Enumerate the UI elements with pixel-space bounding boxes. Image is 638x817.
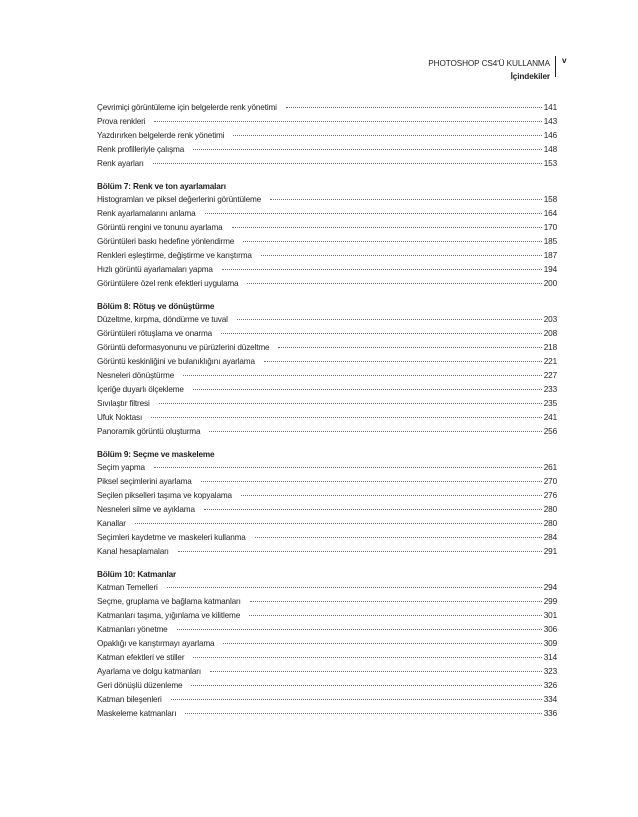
dot-leader <box>167 587 542 588</box>
entry-label: Ufuk Noktası <box>97 413 143 422</box>
dot-leader <box>250 601 542 602</box>
dot-leader <box>221 333 542 334</box>
entry-label: Seçimleri kaydetme ve maskeleri kullanma <box>97 533 246 542</box>
entry-label: Geri dönüşlü düzenleme <box>97 681 183 690</box>
dot-leader <box>154 121 541 122</box>
dot-leader <box>241 495 542 496</box>
entry-page-number: 141 <box>543 103 557 112</box>
dot-leader <box>204 509 542 510</box>
dot-leader <box>151 417 542 418</box>
entry-page-number: 208 <box>543 329 557 338</box>
dot-leader <box>243 241 542 242</box>
dot-leader <box>264 361 542 362</box>
entry-page-number: 194 <box>543 265 557 274</box>
entry-page-number: 256 <box>543 427 557 436</box>
toc-entry[interactable] <box>97 397 557 411</box>
dot-leader <box>247 283 541 284</box>
entry-label: Görüntüleri baskı hedefine yönlendirme <box>97 237 235 246</box>
toc-entry[interactable] <box>97 693 557 707</box>
toc-entry[interactable] <box>97 545 557 559</box>
dot-leader <box>193 149 542 150</box>
entry-label: Görüntülere özel renk efektleri uygulama <box>97 279 239 288</box>
entry-page-number: 227 <box>543 371 557 380</box>
dot-leader <box>153 163 542 164</box>
entry-page-number: 301 <box>543 611 557 620</box>
toc-entry[interactable] <box>97 679 557 693</box>
entry-page-number: 309 <box>543 639 557 648</box>
dot-leader <box>177 629 542 630</box>
toc-entry[interactable] <box>97 475 557 489</box>
toc-entry[interactable] <box>97 623 557 637</box>
toc-entry[interactable] <box>97 143 557 157</box>
entry-page-number: 187 <box>543 251 557 260</box>
entry-page-number: 233 <box>543 385 557 394</box>
entry-page-number: 185 <box>543 237 557 246</box>
entry-page-number: 280 <box>543 519 557 528</box>
dot-leader <box>270 199 542 200</box>
toc-entry[interactable] <box>97 581 557 595</box>
entry-label: İçeriğe duyarlı ölçekleme <box>97 385 184 394</box>
entry-page-number: 276 <box>543 491 557 500</box>
toc-entry[interactable] <box>97 383 557 397</box>
dot-leader <box>286 107 542 108</box>
entry-label: Katman efektleri ve stiller <box>97 653 185 662</box>
dot-leader <box>210 671 542 672</box>
toc-entry[interactable] <box>97 115 557 129</box>
toc-entry[interactable] <box>97 277 557 291</box>
toc-entry[interactable] <box>97 595 557 609</box>
toc-entry[interactable] <box>97 207 557 221</box>
toc-entry[interactable] <box>97 341 557 355</box>
toc-entry[interactable] <box>97 411 557 425</box>
toc-entry[interactable] <box>97 249 557 263</box>
entry-label: Renkleri eşleştirme, değiştirme ve karıştırma <box>97 251 252 260</box>
entry-page-number: 241 <box>543 413 557 422</box>
entry-label: Panoramik görüntü oluşturma <box>97 427 201 436</box>
entry-label: Hızlı görüntü ayarlamaları yapma <box>97 265 213 274</box>
entry-label: Görüntü deformasyonunu ve pürüzlerini düzeltme <box>97 343 270 352</box>
toc-entry[interactable] <box>97 193 557 207</box>
toc-entry[interactable] <box>97 355 557 369</box>
toc-entry[interactable] <box>97 327 557 341</box>
entry-page-number: 203 <box>543 315 557 324</box>
toc-entry[interactable] <box>97 129 557 143</box>
entry-page-number: 314 <box>543 653 557 662</box>
dot-leader <box>223 643 541 644</box>
entry-page-number: 326 <box>543 681 557 690</box>
chapter-title: Bölüm 10: Katmanlar <box>97 570 177 579</box>
entry-label: Kanal hesaplamaları <box>97 547 169 556</box>
dot-leader <box>233 135 541 136</box>
toc-chapter <box>97 181 557 291</box>
dot-leader <box>232 227 542 228</box>
dot-leader <box>278 347 541 348</box>
entry-label: Seçilen pikselleri taşıma ve kopyalama <box>97 491 232 500</box>
dot-leader <box>209 431 541 432</box>
toc-chapter <box>97 301 557 439</box>
toc-entry[interactable] <box>97 651 557 665</box>
entry-label: Çevrimiçi görüntüleme için belgelerde renk yönetimi <box>97 103 277 112</box>
toc-entry[interactable] <box>97 157 557 171</box>
running-header <box>428 57 550 83</box>
entry-label: Prova renkleri <box>97 117 146 126</box>
entry-label: Düzeltme, kırpma, döndürme ve tuval <box>97 315 228 324</box>
chapter-title: Bölüm 9: Seçme ve maskeleme <box>97 450 215 459</box>
toc-entry[interactable] <box>97 221 557 235</box>
entry-page-number: 261 <box>543 463 557 472</box>
entry-label: Seçim yapma <box>97 463 145 472</box>
entry-label: Seçme, gruplama ve bağlama katmanları <box>97 597 241 606</box>
dot-leader <box>193 389 542 390</box>
dot-leader <box>261 255 542 256</box>
entry-label: Renk ayarları <box>97 159 144 168</box>
entry-label: Nesneleri silme ve ayıklama <box>97 505 195 514</box>
entry-page-number: 280 <box>543 505 557 514</box>
toc-entry[interactable] <box>97 637 557 651</box>
dot-leader <box>249 615 542 616</box>
toc-entry[interactable] <box>97 101 557 115</box>
toc-entry[interactable] <box>97 263 557 277</box>
entry-page-number: 200 <box>543 279 557 288</box>
header-divider <box>555 56 556 77</box>
toc-entry[interactable] <box>97 707 557 721</box>
toc-chapter <box>97 101 557 171</box>
toc-entry[interactable] <box>97 609 557 623</box>
entry-label: Katmanları yönetme <box>97 625 168 634</box>
entry-page-number: 294 <box>543 583 557 592</box>
toc-entry[interactable] <box>97 461 557 475</box>
entry-label: Renk profilleriyle çalışma <box>97 145 185 154</box>
entry-label: Piksel seçimlerini ayarlama <box>97 477 192 486</box>
dot-leader <box>178 551 542 552</box>
entry-page-number: 306 <box>543 625 557 634</box>
table-of-contents <box>97 101 557 721</box>
entry-label: Görüntü keskinliğini ve bulanıklığını ayarlama <box>97 357 255 366</box>
dot-leader <box>255 537 542 538</box>
entry-label: Ayarlama ve dolgu katmanları <box>97 667 201 676</box>
entry-page-number: 235 <box>543 399 557 408</box>
dot-leader <box>205 213 542 214</box>
chapter-title: Bölüm 7: Renk ve ton ayarlamaları <box>97 182 226 191</box>
entry-label: Katman Temelleri <box>97 583 158 592</box>
entry-page-number: 221 <box>543 357 557 366</box>
entry-page-number: 291 <box>543 547 557 556</box>
dot-leader <box>222 269 542 270</box>
entry-label: Sıvılaştır filtresi <box>97 399 150 408</box>
toc-entry[interactable] <box>97 531 557 545</box>
dot-leader <box>135 523 542 524</box>
entry-label: Yazdırırken belgelerde renk yönetimi <box>97 131 225 140</box>
entry-page-number: 158 <box>543 195 557 204</box>
toc-entry[interactable] <box>97 313 557 327</box>
toc-chapter <box>97 569 557 721</box>
dot-leader <box>183 375 542 376</box>
entry-page-number: 284 <box>543 533 557 542</box>
dot-leader <box>191 685 541 686</box>
dot-leader <box>237 319 542 320</box>
toc-chapter <box>97 449 557 559</box>
entry-page-number: 299 <box>543 597 557 606</box>
section-title: İçindekiler <box>510 72 550 81</box>
entry-label: Kanallar <box>97 519 126 528</box>
dot-leader <box>171 699 542 700</box>
entry-label: Görüntü rengini ve tonunu ayarlama <box>97 223 223 232</box>
toc-entry[interactable] <box>97 503 557 517</box>
dot-leader <box>193 657 541 658</box>
entry-page-number: 334 <box>543 695 557 704</box>
toc-entry[interactable] <box>97 665 557 679</box>
entry-page-number: 270 <box>543 477 557 486</box>
entry-label: Maskeleme katmanları <box>97 709 177 718</box>
dot-leader <box>159 403 542 404</box>
toc-entry[interactable] <box>97 517 557 531</box>
toc-entry[interactable] <box>97 425 557 439</box>
entry-label: Katman bileşenleri <box>97 695 162 704</box>
entry-page-number: 336 <box>543 709 557 718</box>
entry-page-number: 218 <box>543 343 557 352</box>
page-number: v <box>562 56 567 65</box>
entry-label: Görüntüleri rötuşlama ve onarma <box>97 329 213 338</box>
entry-page-number: 164 <box>543 209 557 218</box>
toc-entry[interactable] <box>97 235 557 249</box>
book-title: PHOTOSHOP CS4'Ü KULLANMA <box>428 59 550 68</box>
toc-entry[interactable] <box>97 489 557 503</box>
entry-label: Katmanları taşıma, yığınlama ve kilitleme <box>97 611 241 620</box>
entry-label: Histogramları ve piksel değerlerini görüntüleme <box>97 195 262 204</box>
entry-label: Opaklığı ve karıştırmayı ayarlama <box>97 639 215 648</box>
entry-page-number: 146 <box>543 131 557 140</box>
chapter-title: Bölüm 8: Rötuş ve dönüştürme <box>97 302 215 311</box>
entry-page-number: 170 <box>543 223 557 232</box>
entry-page-number: 323 <box>543 667 557 676</box>
entry-label: Nesneleri dönüştürme <box>97 371 175 380</box>
toc-entry[interactable] <box>97 369 557 383</box>
entry-page-number: 143 <box>543 117 557 126</box>
entry-page-number: 153 <box>543 159 557 168</box>
dot-leader <box>154 467 542 468</box>
dot-leader <box>185 713 541 714</box>
dot-leader <box>201 481 542 482</box>
entry-page-number: 148 <box>543 145 557 154</box>
entry-label: Renk ayarlamalarını anlama <box>97 209 196 218</box>
